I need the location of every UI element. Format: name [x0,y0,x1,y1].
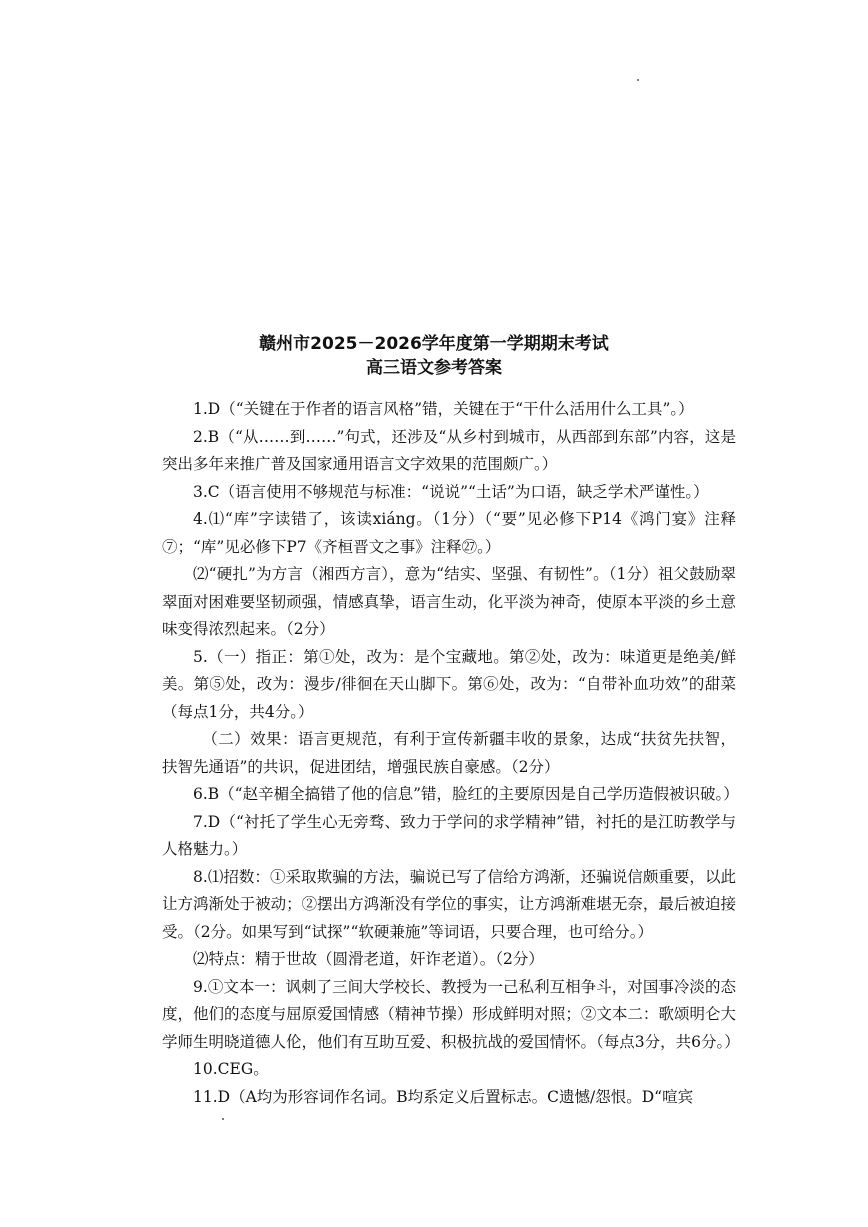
answer-8-part-1: 8.⑴招数：①采取欺骗的方法，骗说已写了信给方鸿渐，还骗说信颇重要，以此让方鸿渐处于被动；②摆出方鸿渐没有学位的事实，让方鸿渐难堪无奈，最后被迫接受。（2分。如果写到“试探”“软硬兼施”等词语，只要合理，也可给分。） [162,867,736,941]
exam-subtitle: 高三语文参考答案 [366,358,502,378]
answer-3: 3.C（语言使用不够规范与标准：“说说”“土话”为口语，缺乏学术严谨性。） [193,482,709,501]
answer-11: 11.D（A均为形容词作名词。B均系定义后置标志。C遗憾/怨恨。D“喧宾 [193,1087,694,1106]
scan-speck [637,79,639,81]
exam-title: 赣州市2025－2026学年度第一学期期末考试 [259,334,609,354]
answer-7: 7.D（“衬托了学生心无旁骛、致力于学问的求学精神”错，衬托的是江昉教学与人格魅力。） [162,812,736,858]
answer-list [162,396,740,1111]
answer-5-part-2: （二）效果：语言更规范，有利于宣传新疆丰收的景象，达成“扶贫先扶智，扶智先通语”的共识，促进团结，增强民族自豪感。（2分） [162,730,736,776]
header [0,332,868,380]
scan-speck [222,1118,224,1120]
answer-8-part-2: ⑵特点：精于世故（圆滑老道，奸诈老道）。（2分） [193,950,544,968]
answer-4-part-2: ⑵“硬扎”为方言（湘西方言），意为“结实、坚强、有韧性”。（1分）祖父鼓励翠翠面对困难要坚韧顽强，情感真挚，语言生动，化平淡为神奇，使原本平淡的乡土意味变得浓烈起来。（2分） [162,565,736,638]
answer-9: 9.①文本一：讽刺了三间大学校长、教授为一己私利互相争斗，对国事冷淡的态度，他们的态度与屈原爱国情感（精神节操）形成鲜明对照；②文本二：歌颂明仑大学师生明晓道德人伦，他们有互助互爱、积极抗战的爱国情怀。（每点3分，共6分。） [162,977,740,1051]
answer-5-part-1: 5.（一）指正：第①处，改为：是个宝藏地。第②处，改为：味道更是绝美/鲜美。第⑤处，改为：漫步/徘徊在天山脚下。第⑥处，改为：“自带补血功效”的甜菜（每点1分，共4分。） [162,647,736,721]
answer-4-part-1: 4.⑴“库”字读错了，该读xiáng。（1分）（“要”见必修下P14《鸿门宴》注释⑦；“库”见必修下P7《齐桓晋文之事》注释㉗。） [162,510,736,556]
answer-10: 10.CEG。 [193,1060,269,1078]
answer-6: 6.B（“赵辛楣全搞错了他的信息”错，脸红的主要原因是自己学历造假被识破。） [193,785,739,803]
answer-1: 1.D（“关键在于作者的语言风格”错，关键在于“干什么活用什么工具”。） [193,400,694,418]
answer-2: 2.B（“从……到……”句式，还涉及“从乡村到城市，从西部到东部”内容，这是突出多年来推广普及国家通用语言文字效果的范围颇广。） [162,427,736,473]
